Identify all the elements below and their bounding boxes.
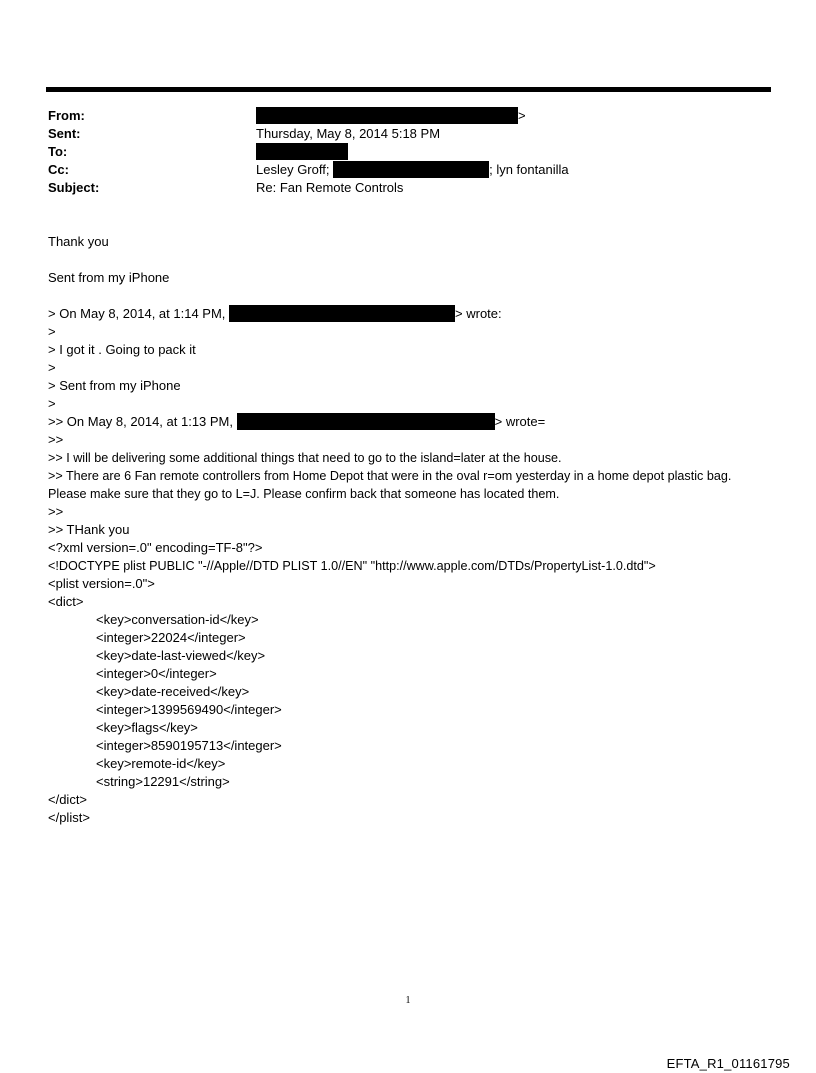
sent-label: Sent: — [48, 126, 81, 141]
subject-label: Subject: — [48, 180, 100, 195]
to-row — [48, 143, 770, 161]
plist-entry: <key>date-last-viewed</key> — [96, 648, 266, 663]
quote-line: >> — [48, 504, 64, 519]
sent-row — [48, 125, 770, 143]
cc-first: Lesley Groff; — [256, 162, 330, 177]
quote-paragraph: >> There are 6 Fan remote controllers from Home Depot that were in the oval r=om yesterday in a home depot plastic bag. Please make sure that they go to L=J. Please confirm back that someone has located them. — [48, 469, 732, 501]
document-id: EFTA_R1_01161795 — [666, 1056, 790, 1071]
redaction-block — [333, 161, 489, 178]
quote-line: >> THank you — [48, 522, 130, 537]
cc-last: ; lyn fontanilla — [489, 162, 569, 177]
quote-suffix: > wrote: — [455, 306, 502, 321]
cc-label: Cc: — [48, 162, 69, 177]
doctype-line: <!DOCTYPE plist PUBLIC "-//Apple//DTD PLIST 1.0//EN" "http://www.apple.com/DTDs/PropertyList-1.0.dtd"> — [48, 559, 656, 573]
from-row — [48, 107, 770, 125]
plist-entry: <key>conversation-id</key> — [96, 612, 259, 627]
quote-line: >> I will be delivering some additional things that need to go to the island=later at the house. — [48, 451, 562, 465]
header-rule — [46, 87, 771, 92]
page-number: 1 — [405, 995, 411, 1006]
from-label: From: — [48, 108, 85, 123]
subject-value: Re: Fan Remote Controls — [256, 180, 404, 195]
plist-entry: <key>date-received</key> — [96, 684, 250, 699]
redaction-block — [256, 143, 348, 160]
greeting: Thank you — [48, 234, 109, 249]
to-label: To: — [48, 144, 68, 159]
cc-value — [256, 161, 569, 179]
quote-line: > — [48, 396, 56, 411]
quote-prefix: >> On May 8, 2014, at 1:13 PM, — [48, 414, 233, 429]
from-suffix: > — [518, 108, 526, 123]
plist-close: </plist> — [48, 810, 90, 825]
quote-line-1 — [48, 305, 773, 323]
quote-line-2 — [48, 413, 773, 431]
quote-line: >> — [48, 432, 64, 447]
quote-line: > Sent from my iPhone — [48, 378, 181, 393]
sent-value: Thursday, May 8, 2014 5:18 PM — [256, 126, 441, 141]
quote-suffix: > wrote= — [494, 414, 546, 429]
quote-line: > I got it . Going to pack it — [48, 342, 196, 357]
to-value — [256, 143, 348, 161]
plist-entry: <key>flags</key> — [96, 720, 198, 735]
quote-prefix: > On May 8, 2014, at 1:14 PM, — [48, 306, 226, 321]
quote-line: > — [48, 324, 56, 339]
from-value — [256, 107, 526, 125]
signature: Sent from my iPhone — [48, 270, 170, 285]
plist-entry: <integer>22024</integer> — [96, 630, 246, 645]
redaction-block — [237, 413, 495, 430]
dict-close: </dict> — [48, 792, 88, 807]
xml-declaration: <?xml version=.0" encoding=TF-8"?> — [48, 540, 263, 555]
dict-open: <dict> — [48, 594, 84, 609]
plist-entry: <integer>8590195713</integer> — [96, 738, 282, 753]
plist-entry: <integer>0</integer> — [96, 666, 217, 681]
redaction-block — [229, 305, 455, 322]
plist-entry: <string>12291</string> — [96, 774, 230, 789]
plist-entry: <key>remote-id</key> — [96, 756, 226, 771]
subject-row — [48, 179, 770, 197]
redaction-block — [256, 107, 518, 124]
plist-open: <plist version=.0"> — [48, 576, 155, 591]
plist-entry: <integer>1399569490</integer> — [96, 702, 282, 717]
quote-line: > — [48, 360, 56, 375]
cc-row — [48, 161, 770, 179]
